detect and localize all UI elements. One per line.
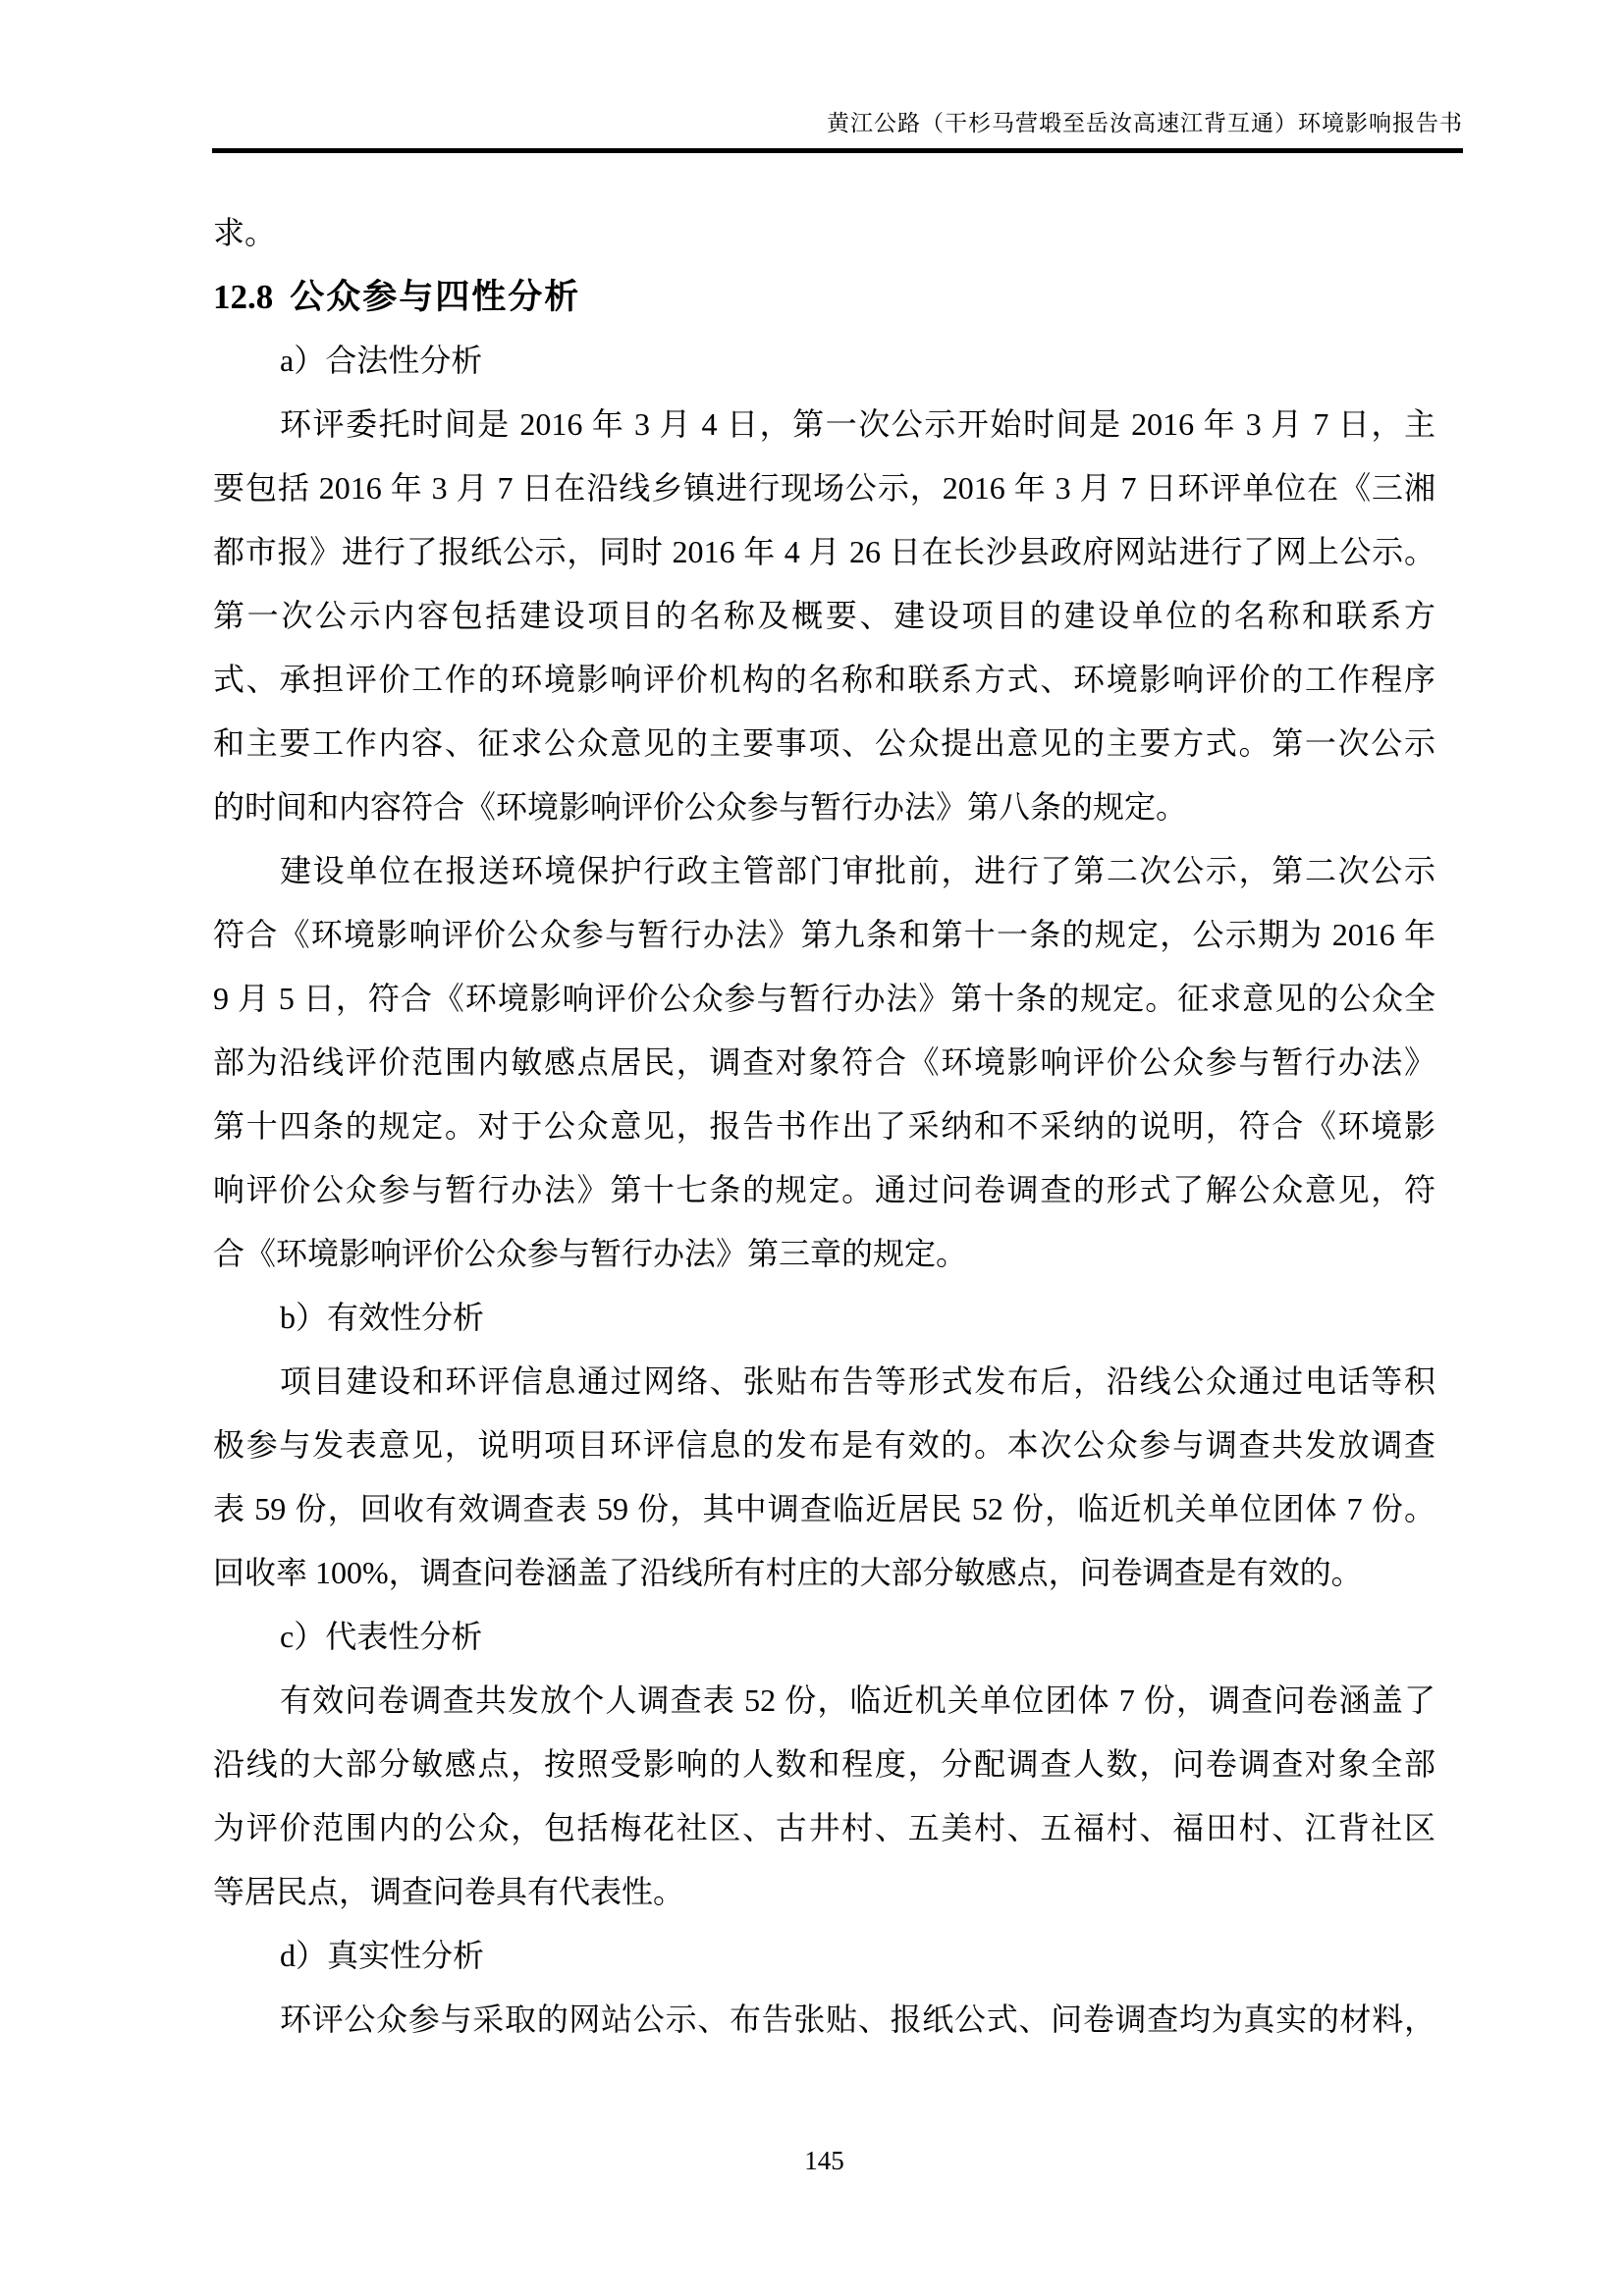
- text-line: 的时间和内容符合《环境影响评价公众参与暂行办法》第八条的规定。: [213, 789, 1188, 825]
- text-line: 项目建设和环评信息通过网络、张贴布告等形式发布后，沿线公众通过电话等积: [280, 1363, 1435, 1399]
- subsection-heading: b）有效性分析: [280, 1300, 485, 1335]
- text-line: 环评委托时间是 2016 年 3 月 4 日，第一次公示开始时间是 2016 年 3 月 7 日，主: [280, 406, 1435, 442]
- header-rule: [212, 148, 1463, 153]
- subsection-heading: c）代表性分析: [280, 1619, 483, 1654]
- section-heading-number: 12.8: [213, 278, 274, 316]
- text-line: 环评公众参与采取的网站公示、布告张贴、报纸公式、问卷调查均为真实的材料，: [280, 2002, 1435, 2037]
- text-line: 第一次公示内容包括建设项目的名称及概要、建设项目的建设单位的名称和联系方: [213, 598, 1435, 633]
- text-line: 响评价公众参与暂行办法》第十七条的规定。通过问卷调查的形式了解公众意见，符: [213, 1172, 1435, 1207]
- text-line: 等居民点，调查问卷具有代表性。: [213, 1874, 685, 1909]
- subsection-heading: a）合法性分析: [280, 343, 483, 378]
- text-line: 和主要工作内容、征求公众意见的主要事项、公众提出意见的主要方式。第一次公示: [213, 725, 1435, 761]
- text-line: 9 月 5 日，符合《环境影响评价公众参与暂行办法》第十条的规定。征求意见的公众全: [213, 981, 1435, 1016]
- text-line: 要包括 2016 年 3 月 7 日在沿线乡镇进行现场公示，2016 年 3 月 7 日环评单位在《三湘: [213, 470, 1435, 506]
- text-line: 极参与发表意见，说明项目环评信息的发布是有效的。本次公众参与调查共发放调查: [213, 1427, 1435, 1463]
- text-line: 式、承担评价工作的环境影响评价机构的名称和联系方式、环境影响评价的工作程序: [213, 662, 1435, 697]
- section-heading-title: 公众参与四性分析: [290, 278, 581, 316]
- text-line: 部为沿线评价范围内敏感点居民，调查对象符合《环境影响评价公众参与暂行办法》: [213, 1044, 1435, 1080]
- text-line: 建设单位在报送环境保护行政主管部门审批前，进行了第二次公示，第二次公示: [280, 853, 1435, 888]
- page-header-title: 黄江公路（干杉马营塅至岳汝高速江背互通）环境影响报告书: [827, 111, 1463, 135]
- page-number: 145: [804, 2146, 844, 2175]
- text-line: 表 59 份，回收有效调查表 59 份，其中调查临近居民 52 份，临近机关单位团体 7 份。: [213, 1491, 1435, 1526]
- text-line: 为评价范围内的公众，包括梅花社区、古井村、五美村、五福村、福田村、江背社区: [213, 1810, 1435, 1845]
- text-line: 求。: [213, 215, 277, 250]
- subsection-heading: d）真实性分析: [280, 1938, 485, 1973]
- text-line: 沿线的大部分敏感点，按照受影响的人数和程度，分配调查人数，问卷调查对象全部: [213, 1746, 1435, 1782]
- text-line: 第十四条的规定。对于公众意见，报告书作出了采纳和不采纳的说明，符合《环境影: [213, 1108, 1435, 1144]
- text-line: 回收率 100%，调查问卷涵盖了沿线所有村庄的大部分敏感点，问卷调查是有效的。: [213, 1555, 1363, 1590]
- section-heading: [213, 265, 1435, 329]
- text-line: 都市报》进行了报纸公示，同时 2016 年 4 月 26 日在长沙县政府网站进行了网上公示。: [213, 534, 1435, 569]
- text-line: 有效问卷调查共发放个人调查表 52 份，临近机关单位团体 7 份，调查问卷涵盖了: [280, 1682, 1435, 1718]
- content: [213, 201, 1435, 2052]
- text-line: 合《环境影响评价公众参与暂行办法》第三章的规定。: [213, 1236, 968, 1271]
- text-line: 符合《环境影响评价公众参与暂行办法》第九条和第十一条的规定，公示期为 2016 年: [213, 917, 1435, 952]
